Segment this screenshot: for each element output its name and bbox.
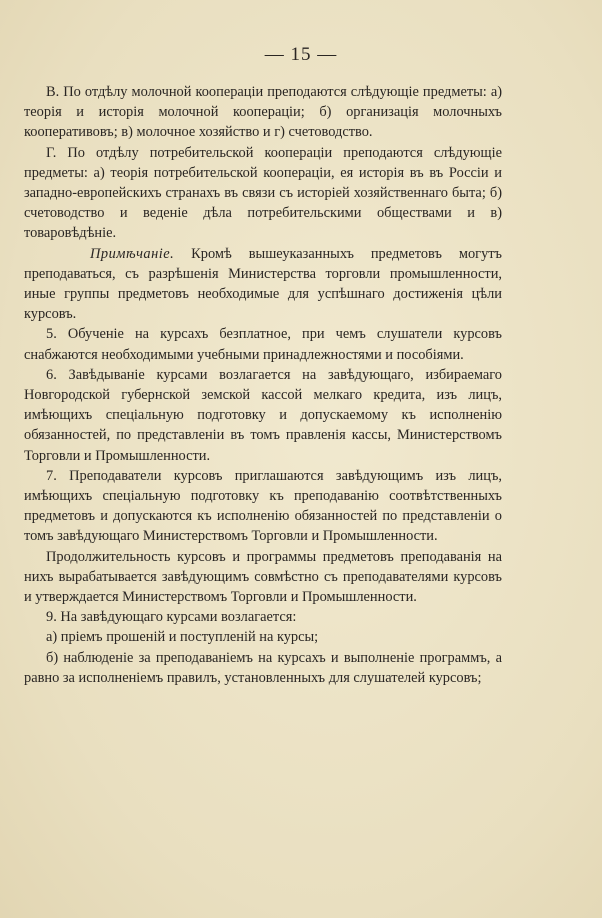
paragraph-item-6: 6. Завѣдыванiе курсами возлагается на завѣдующаго, избираемаго Новгородской губернской земской кассой мелкаго кредита, изъ лицъ, имѣющихъ спецiальную подготовку и допускаемому къ исполненiю обязанностей, по представленiи въ томъ правленiя кассы, Министерствомъ Торговли и Промышленности. [24,366,502,464]
paragraph-section-v: В. По отдѣлу молочной кооперацiи преподаются слѣдующiе предметы: а) теорiя и исторiя молочной кооперацiи; б) организацiя молочныхъ кооперативовъ; в) молочное хозяйство и г) счетоводство. [24,84,502,141]
note-label: Примѣчанiе. [90,245,175,262]
page-number: — 15 — [264,44,338,65]
note-text: Кромѣ вышеуказанныхъ предметовъ могутъ преподаваться, съ разрѣшенiя Министерства торговли промышленности, иные группы предметовъ необходимые для успѣшнаго достиженiя цѣли курсовъ. [24,245,502,323]
paragraph-item-9b: б) наблюденiе за преподаванiемъ на курсахъ и выполненiе программъ, а равно за исполненiемъ правилъ, установленныхъ для слушателей курсовъ; [24,649,502,686]
paragraph-note [24,244,502,325]
paragraph-section-g: Г. По отдѣлу потребительской кооперацiи преподаются слѣдующiе предметы: а) теорiя потребительской кооперацiи, ея исторiя въ въ Россiи и западно-европейскихъ странахъ въ связи съ исторiей хозяйственнаго быта; б) счетоводство и веденiе дѣла потребительскими обществами и в) товаровѣдѣнiе. [24,144,502,242]
paragraph-item-9a: а) прiемъ прошенiй и поступленiй на курсы; [46,629,319,646]
paragraph-item-7: 7. Преподаватели курсовъ приглашаются завѣдующимъ изъ лицъ, имѣющихъ спецiальную подготовку къ преподаванiю соотвѣтственныхъ предметовъ и допускаются къ исполненiю обязанностей по представленiи о томъ завѣдующаго Министерствомъ Торговли и Промышленности. [24,467,502,545]
paragraph-item-9: 9. На завѣдующаго курсами возлагается: [46,609,297,626]
paragraph-item-5: 5. Обученiе на курсахъ безплатное, при чемъ слушатели курсовъ снабжаются необходимыми учебными принадлежностями и пособiями. [24,326,502,363]
body-text [24,82,502,688]
paragraph-item-8: Продолжительность курсовъ и программы предметовъ преподаванiя на нихъ вырабатывается завѣдующимъ совмѣстно съ преподавателями курсовъ и утверждается Министерствомъ Торговли и Промышленности. [24,548,502,606]
